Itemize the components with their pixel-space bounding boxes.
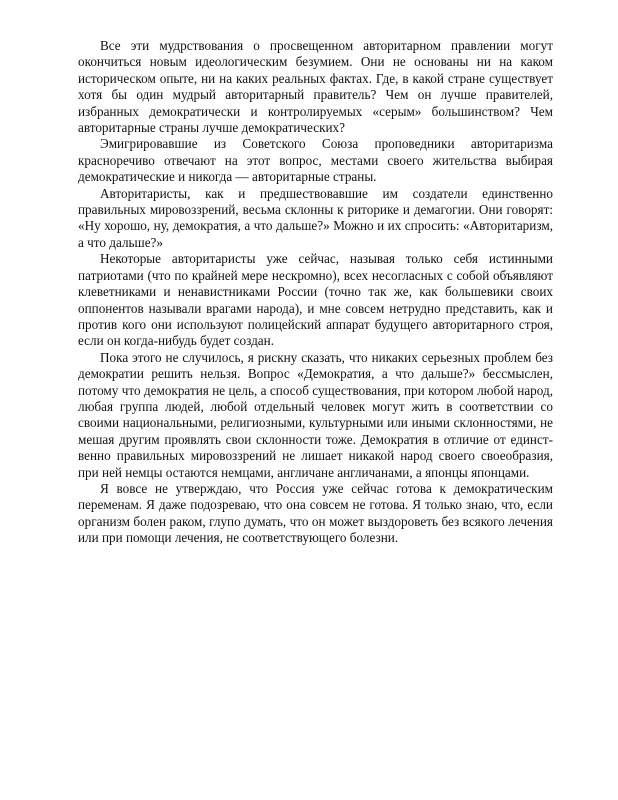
paragraph-1: Все эти мудрствования о просвещенном авторитарном правлении могут окончиться новым идеологическим безумием. Они не основаны ни на каком историческом опыте, ни на каких реальных фактах. Где, в какой стране существует хотя бы один мудрый авторитарный правитель? Чем он лучше правителей, избранных демократически и контролируемых «серым» большинством? Чем авторитарные страны лучше демократических? <box>78 38 553 136</box>
page-text <box>78 38 553 547</box>
paragraph-6: Я вовсе не утверждаю, что Россия уже сейчас готова к демократическим переменам. Я даже подозреваю, что она совсем не готова. Я только знаю, что, если организм болен раком, глупо думать, что он может выздороветь без всякого лечения или при помощи лечения, не соответствующего болезни. <box>78 480 553 546</box>
paragraph-4: Некоторые авторитаристы уже сейчас, называя только себя истинными патриотами (что по крайней мере нескромно), всех несогласных с собой объявляют клеветниками и ненавистниками России (точно так же, как большевики своих оппонентов называли врагами народа), и мне совсем нетрудно представить, как и против кого они используют полицейский аппарат будущего авторитарного строя, если он когда-нибудь будет создан. <box>78 251 553 349</box>
paragraph-2: Эмигрировавшие из Советского Союза проповедники авторитаризма красноречиво отвечают на этот вопрос, местами своего жительства выбирая демократические и никогда — авторитарные страны. <box>78 136 553 185</box>
paragraph-5: Пока этого не случилось, я рискну сказать, что никаких серьезных проблем без демократии решить нельзя. Вопрос «Демократия, а что дальше?» бессмыслен, потому что демократия не цель, а способ существования, при котором любой народ, любая группа людей, любой отдельный человек могут жить в соответствии со своими национальными, религиозными, культурными или иными склонностями, не мешая другим проявлять свои склонности тоже. Демократия в отличие от единственно правильных мировоззрений не лишает никакой народ своего своеобразия, при ней немцы остаются немцами, англичане англичанами, а японцы японцами. <box>78 349 553 480</box>
paragraph-3: Авторитаристы, как и предшествовавшие им создатели единственно правильных мировоззрений, весьма склонны к риторике и демагогии. Они говорят: «Ну хорошо, ну, демократия, а что дальше?» Можно и их спросить: «Авторитаризм, а что дальше?» <box>78 185 553 250</box>
